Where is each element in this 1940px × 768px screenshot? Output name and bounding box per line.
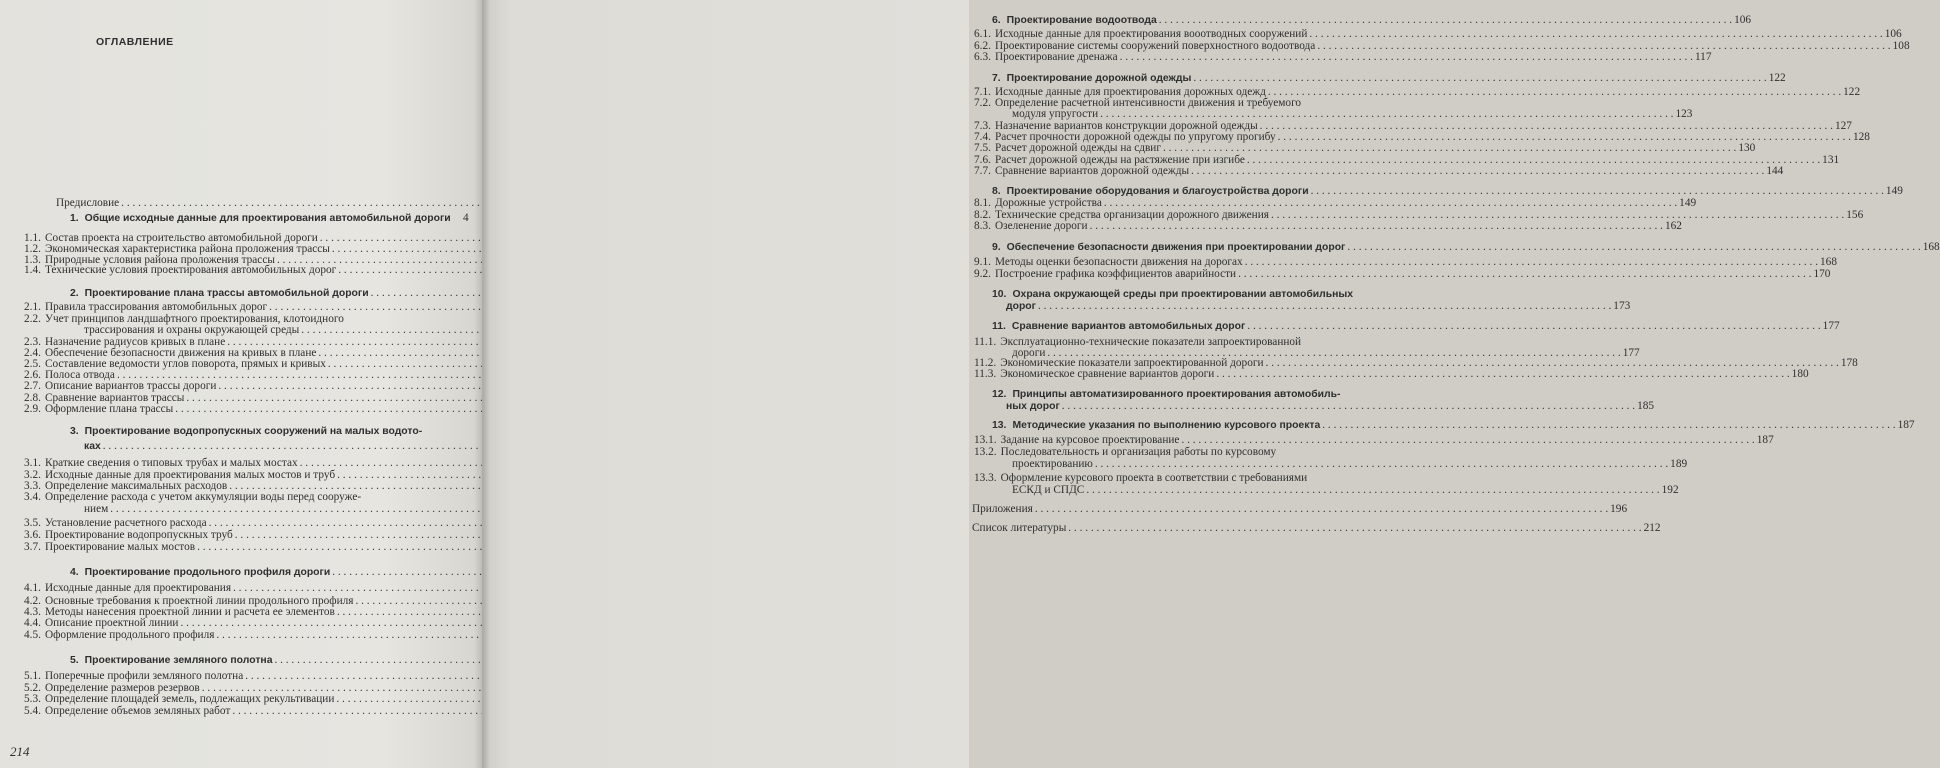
toc-entry-page: 130 xyxy=(1738,142,1756,154)
toc-entry-number: 11.3. xyxy=(974,368,997,380)
toc-entry-page: 177 xyxy=(1822,320,1840,332)
toc-entry-title: Определение размеров резервов xyxy=(44,682,200,694)
toc-entry-title: Методы нанесения проектной линии и расчета ее элементов xyxy=(44,606,335,618)
toc-entry-page: 144 xyxy=(1766,165,1784,177)
toc-entry-number: 2.1. xyxy=(24,301,41,313)
left-page xyxy=(0,0,482,768)
right-page xyxy=(482,0,1940,768)
toc-entry-number: 7.2. xyxy=(974,97,991,109)
toc-entry-title: модуля упругости xyxy=(1012,108,1099,120)
toc-entry xyxy=(974,268,1831,280)
toc-entry-title: Описание проектной линии xyxy=(44,617,179,629)
toc-entry-page: 196 xyxy=(1610,503,1628,515)
toc-entry-title: Оформление курсового проекта в соответствии с требованиями xyxy=(1000,472,1308,484)
toc-leader-dots xyxy=(1086,484,1659,496)
toc-leader-dots xyxy=(1100,108,1673,120)
toc-entry-number: 9.2. xyxy=(974,268,991,280)
toc-entry-title: трассирования и охраны окружающей среды xyxy=(84,324,300,336)
toc-entry-page: 4 xyxy=(463,212,469,224)
toc-entry-title: Расчет прочности дорожной одежды по упругому прогибу xyxy=(994,131,1276,143)
toc-entry xyxy=(992,320,1840,333)
toc-entry-title: Поперечные профили земляного полотна xyxy=(44,670,244,682)
toc-entry xyxy=(974,197,1697,209)
toc-entry-number: 3.4. xyxy=(24,491,41,503)
toc-entry-number: 1.4. xyxy=(24,264,41,276)
toc-entry-number: 3. xyxy=(70,426,79,437)
toc-entry-title: Назначение вариантов конструкции дорожной одежды xyxy=(994,120,1258,132)
toc-entry xyxy=(24,693,455,705)
toc-entry-title: Определение объемов земляных работ xyxy=(44,705,231,717)
toc-entry-page: 123 xyxy=(1675,108,1693,120)
toc-leader-dots xyxy=(1068,522,1641,534)
toc-entry-title: Проектирование системы сооружений поверхностного водоотвода xyxy=(994,40,1316,52)
toc-entry-page: 173 xyxy=(1613,300,1631,312)
toc-entry-page: 192 xyxy=(1661,484,1679,496)
toc-entry-title: Озеленение дороги xyxy=(994,220,1088,232)
toc-entry-number: 9.1. xyxy=(974,256,991,268)
toc-entry-number: 2.8. xyxy=(24,392,41,404)
toc-entry-number: 13.2. xyxy=(974,446,997,458)
toc-entry-number: 6. xyxy=(992,15,1001,26)
toc-entry-title: Проектирование продольного профиля дороги xyxy=(84,567,331,578)
toc-entry xyxy=(992,241,1940,254)
toc-entry xyxy=(974,472,1412,484)
toc-entry-title: Экономические показатели запроектированной дороги xyxy=(1000,357,1264,369)
toc-entry xyxy=(974,165,1784,177)
toc-entry-title: Список литературы xyxy=(972,522,1067,534)
toc-entry xyxy=(974,434,1774,446)
toc-entry-title: Исходные данные для проектирования вооотводных сооружений xyxy=(994,28,1308,40)
toc-leader-dots xyxy=(1245,256,1818,268)
toc-entry-number: 3.7. xyxy=(24,541,41,553)
toc-entry-number: 11.1. xyxy=(974,336,997,348)
toc-entry-title: Проектирование плана трассы автомобильной дороги xyxy=(84,288,369,299)
toc-entry-number: 6.3. xyxy=(974,51,991,63)
toc-entry xyxy=(24,517,455,529)
toc-entry-title: Определение расчетной интенсивности движения и требуемого xyxy=(994,97,1302,109)
toc-entry-number: 3.2. xyxy=(24,469,41,481)
toc-entry-number: 13. xyxy=(992,420,1007,431)
toc-entry-title: Проектирование водоотвода xyxy=(1006,15,1157,26)
toc-entry xyxy=(24,380,455,392)
toc-leader-dots xyxy=(1181,434,1754,446)
toc-entry xyxy=(972,503,1628,515)
toc-entry-title: Построение графика коэффициентов аварийности xyxy=(994,268,1237,280)
toc-entry-number: 2.3. xyxy=(24,336,41,348)
toc-entry xyxy=(84,324,455,336)
toc-entry xyxy=(974,142,1756,154)
toc-entry-page: 212 xyxy=(1643,522,1661,534)
toc-entry-number: 7.5. xyxy=(974,142,991,154)
toc-entry-page: 162 xyxy=(1664,220,1682,232)
toc-entry-title: Краткие сведения о типовых трубах и малых мостах xyxy=(44,457,298,469)
toc-entry-number: 4.4. xyxy=(24,617,41,629)
toc-entry xyxy=(992,419,1915,432)
toc-entry-title: Основные требования к проектной линии продольного профиля xyxy=(44,595,354,607)
toc-entry-number: 2.2. xyxy=(24,313,41,325)
toc-entry-number: 1.1. xyxy=(24,232,41,244)
toc-entry-number: 4. xyxy=(70,567,79,578)
toc-entry-number: 10. xyxy=(992,289,1007,300)
toc-entry-title: Проектирование малых мостов xyxy=(44,541,196,553)
toc-entry xyxy=(992,72,1786,85)
toc-entry-title: Проектирование водопропускных сооружений на малых водото- xyxy=(84,426,423,437)
toc-leader-dots xyxy=(1322,419,1895,431)
toc-entry-number: 5.1. xyxy=(24,670,41,682)
toc-entry-number: 2. xyxy=(70,288,79,299)
toc-entry xyxy=(24,301,455,313)
toc-entry-title: Проектирование водопропускных труб xyxy=(44,529,233,541)
toc-entry-number: 4.5. xyxy=(24,629,41,641)
toc-entry-page: 117 xyxy=(1694,51,1712,63)
toc-entry-number: 1. xyxy=(70,213,79,224)
toc-entry xyxy=(972,522,1661,534)
toc-entry-number: 6.1. xyxy=(974,28,991,40)
toc-entry-title: дороги xyxy=(1012,347,1046,359)
toc-entry-number: 11.2. xyxy=(974,357,997,369)
toc-entry-number: 2.6. xyxy=(24,369,41,381)
toc-entry-number: 11. xyxy=(992,321,1006,332)
toc-leader-dots xyxy=(1104,197,1677,209)
toc-entry-number: 7.3. xyxy=(974,120,991,132)
toc-entry-title: Технические средства организации дорожного движения xyxy=(994,209,1269,221)
toc-entry-page: 156 xyxy=(1846,209,1864,221)
toc-entry-number: 2.5. xyxy=(24,358,41,370)
toc-entry xyxy=(56,197,455,209)
toc-leader-dots xyxy=(1238,268,1811,280)
toc-entry xyxy=(974,220,1682,232)
toc-entry-title: Составление ведомости углов поворота, прямых и кривых xyxy=(44,358,326,370)
toc-entry-page: 122 xyxy=(1843,86,1861,98)
toc-entry-title: Сравнение вариантов трассы xyxy=(44,392,185,404)
toc-entry-number: 1.3. xyxy=(24,254,41,266)
toc-entry xyxy=(84,440,455,453)
toc-entry xyxy=(1012,458,1688,470)
toc-entry-title: Учет принципов ландшафтного проектирования, клотоидного xyxy=(44,313,344,325)
toc-entry xyxy=(1006,300,1631,313)
toc-entry-number: 13.1. xyxy=(974,434,997,446)
toc-entry-number: 6.2. xyxy=(974,40,991,52)
toc-entry-title: Проектирование дренажа xyxy=(994,51,1118,63)
toc-entry-number: 12. xyxy=(992,389,1007,400)
toc-entry-title: Эксплуатационно-технические показатели запроектированной xyxy=(1000,336,1302,348)
toc-entry-number: 4.2. xyxy=(24,595,41,607)
toc-entry-title: Сравнение вариантов дорожной одежды xyxy=(994,165,1190,177)
toc-entry-title: Оформление плана трассы xyxy=(44,403,174,415)
toc-entry-number: 2.4. xyxy=(24,347,41,359)
toc-leader-dots xyxy=(1216,368,1789,380)
toc-entry-number: 1.2. xyxy=(24,243,41,255)
toc-entry xyxy=(24,529,455,541)
toc-entry-number: 3.5. xyxy=(24,517,41,529)
toc-entry xyxy=(24,705,455,717)
toc-entry-number: 4.1. xyxy=(24,582,41,594)
toc-entry xyxy=(1012,484,1679,496)
toc-entry-title: Обеспечение безопасности движения на кривых в плане xyxy=(44,347,317,359)
toc-entry-title: Технические условия проектирования автомобильных дорог xyxy=(44,264,337,276)
toc-entry xyxy=(70,287,455,300)
toc-entry-number: 8.1. xyxy=(974,197,991,209)
toc-entry xyxy=(24,491,455,503)
toc-entry-title: Предисловие xyxy=(56,197,120,209)
toc-entry-page: 168 xyxy=(1922,241,1940,253)
toc-leader-dots xyxy=(1247,320,1820,332)
toc-entry-title: ных дорог xyxy=(1006,401,1060,412)
toc-entry-title: дорог xyxy=(1006,301,1036,312)
toc-leader-dots xyxy=(1347,241,1920,253)
toc-entry-number: 5.4. xyxy=(24,705,41,717)
toc-entry-page: 168 xyxy=(1820,256,1837,268)
toc-entry-page: 177 xyxy=(1622,347,1640,359)
page-number: 214 xyxy=(10,744,30,759)
toc-entry-title: Исходные данные для проектирования xyxy=(44,582,232,594)
toc-entry-page: 185 xyxy=(1637,400,1655,412)
toc-entry xyxy=(24,670,455,682)
toc-entry-title: Описание вариантов трассы дороги xyxy=(44,380,217,392)
toc-entry-title: Последовательность и организация работы по курсовому xyxy=(1000,446,1277,458)
toc-entry xyxy=(24,457,455,469)
toc-entry-page: 180 xyxy=(1791,368,1809,380)
toc-entry-number: 5.2. xyxy=(24,682,41,694)
toc-entry-number: 7.7. xyxy=(974,165,991,177)
toc-entry-page: 106 xyxy=(1884,28,1902,40)
toc-entry xyxy=(70,566,455,579)
toc-entry-title: Экономическая характеристика района проложения трассы xyxy=(44,243,330,255)
toc-entry-title: ЕСКД и СПДС xyxy=(1012,484,1085,496)
toc-leader-dots xyxy=(1038,300,1611,312)
toc-entry-number: 5.3. xyxy=(24,693,41,705)
toc-entry-title: Расчет дорожной одежды на сдвиг xyxy=(994,142,1161,154)
toc-entry xyxy=(1012,108,1693,120)
toc-entry-number: 8.3. xyxy=(974,220,991,232)
toc-entry xyxy=(974,368,1809,380)
toc-entry-number: 13.3. xyxy=(974,472,997,484)
toc-entry xyxy=(24,617,455,629)
toc-entry-title: Приложения xyxy=(972,503,1033,515)
toc-entry-number: 7.1. xyxy=(974,86,991,98)
toc-leader-dots xyxy=(1163,142,1736,154)
toc-entry-number: 9. xyxy=(992,242,1001,253)
toc-entry xyxy=(974,28,1902,40)
toc-entry-page: 178 xyxy=(1840,357,1858,369)
toc-entry-page: 189 xyxy=(1670,458,1688,470)
toc-entry xyxy=(24,264,455,276)
toc-entry-title: Полоса отвода xyxy=(44,369,115,381)
toc-entry-page: 108 xyxy=(1892,40,1910,52)
toc-entry-page: 128 xyxy=(1852,131,1870,143)
toc-leader-dots xyxy=(1193,72,1766,84)
toc-entry-title: Обеспечение безопасности движения при проектировании дорог xyxy=(1006,242,1346,253)
toc-leader-dots xyxy=(1120,51,1693,63)
toc-entry-page: 131 xyxy=(1822,154,1840,166)
toc-entry-page: 187 xyxy=(1897,419,1915,431)
toc-entry-title: Состав проекта на строительство автомобильной дороги xyxy=(44,232,318,244)
toc-entry xyxy=(84,503,455,515)
toc-entry-title: Общие исходные данные для проектирования автомобильной дороги xyxy=(84,213,451,224)
toc-entry-title: Принципы автоматизированного проектирования автомобиль- xyxy=(1012,389,1341,400)
toc-entry-title: Исходные данные для проектирования дорожных одежд xyxy=(994,86,1266,98)
toc-entry-title: Проектирование земляного полотна xyxy=(84,655,273,666)
toc-entry xyxy=(992,14,1752,27)
toc-leader-dots xyxy=(1035,503,1608,515)
toc-entry xyxy=(24,403,455,415)
toc-entry-page: 106 xyxy=(1734,14,1752,26)
toc-entry xyxy=(1006,400,1655,413)
toc-entry-number: 8.2. xyxy=(974,209,991,221)
toc-entry-title: Проектирование оборудования и благоустройства дороги xyxy=(1006,186,1309,197)
book-gutter xyxy=(474,0,490,768)
toc-entry-title: проектированию xyxy=(1012,458,1093,470)
toc-entry-number: 3.1. xyxy=(24,457,41,469)
toc-entry-title: ках xyxy=(84,441,101,452)
toc-leader-dots xyxy=(1159,14,1732,26)
toc-entry xyxy=(974,256,1837,268)
toc-entry-number: 4.3. xyxy=(24,606,41,618)
toc-entry-title: Проектирование дорожной одежды xyxy=(1006,73,1192,84)
toc-entry-title: Определение расхода с учетом аккумуляции воды перед сооруже- xyxy=(44,491,362,503)
toc-entry-number: 3.3. xyxy=(24,480,41,492)
toc-leader-dots xyxy=(1311,185,1884,197)
toc-entry-number: 2.7. xyxy=(24,380,41,392)
toc-leader-dots xyxy=(1062,400,1635,412)
toc-entry-title: нием xyxy=(84,503,109,515)
toc-entry-page: 149 xyxy=(1679,197,1697,209)
toc-entry-page: 149 xyxy=(1885,185,1903,197)
toc-entry xyxy=(70,426,455,438)
toc-entry-page: 187 xyxy=(1756,434,1774,446)
toc-entry xyxy=(70,212,469,225)
toc-entry-page: 122 xyxy=(1768,72,1786,84)
toc-entry-number: 3.6. xyxy=(24,529,41,541)
toc-entry-title: Назначение радиусов кривых в плане xyxy=(44,336,226,348)
toc-leader-dots xyxy=(1309,28,1882,40)
toc-entry-page: 170 xyxy=(1813,268,1831,280)
toc-leader-dots xyxy=(1095,458,1668,470)
toc-leader-dots xyxy=(1090,220,1663,232)
toc-entry-number: 2.9. xyxy=(24,403,41,415)
toc-leader-dots xyxy=(1191,165,1764,177)
toc-entry-title: Правила трассирования автомобильных дорог xyxy=(44,301,268,313)
toc-entry-title: Расчет дорожной одежды на растяжение при изгибе xyxy=(994,154,1245,166)
toc-entry-title: Установление расчетного расхода xyxy=(44,517,207,529)
toc-entry-number: 7.6. xyxy=(974,154,991,166)
toc-entry-title: Исходные данные для проектирования малых мостов и труб xyxy=(44,469,336,481)
toc-entry xyxy=(24,582,455,594)
toc-entry-title: Методические указания по выполнению курсового проекта xyxy=(1012,420,1321,431)
toc-entry-number: 5. xyxy=(70,655,79,666)
toc-entry-page: 127 xyxy=(1835,120,1852,132)
toc-entry-title: Определение максимальных расходов xyxy=(44,480,228,492)
toc-entry xyxy=(70,654,455,667)
toc-entry-title: Дорожные устройства xyxy=(994,197,1102,209)
toc-entry-title: Оформление продольного профиля xyxy=(44,629,215,641)
toc-entry-title: Экономическое сравнение вариантов дороги xyxy=(1000,368,1215,380)
toc-heading: ОГЛАВЛЕНИЕ xyxy=(96,36,174,48)
toc-entry-title: Методы оценки безопасности движения на дорогах xyxy=(994,256,1243,268)
toc-entry xyxy=(24,541,455,553)
toc-entry xyxy=(974,446,1412,458)
toc-entry-title: Сравнение вариантов автомобильных дорог xyxy=(1011,321,1246,332)
toc-entry xyxy=(24,629,455,641)
toc-entry-number: 8. xyxy=(992,186,1001,197)
toc-entry-title: Определение площадей земель, подлежащих рекультивации xyxy=(44,693,335,705)
toc-entry xyxy=(974,51,1712,63)
toc-entry-number: 7.4. xyxy=(974,131,991,143)
toc-entry-number: 7. xyxy=(992,73,1001,84)
toc-entry-title: Охрана окружающей среды при проектировании автомобильных xyxy=(1012,289,1354,300)
toc-entry-title: Природные условия района проложения трассы xyxy=(44,254,275,266)
toc-entry-title: Задание на курсовое проектирование xyxy=(1000,434,1180,446)
